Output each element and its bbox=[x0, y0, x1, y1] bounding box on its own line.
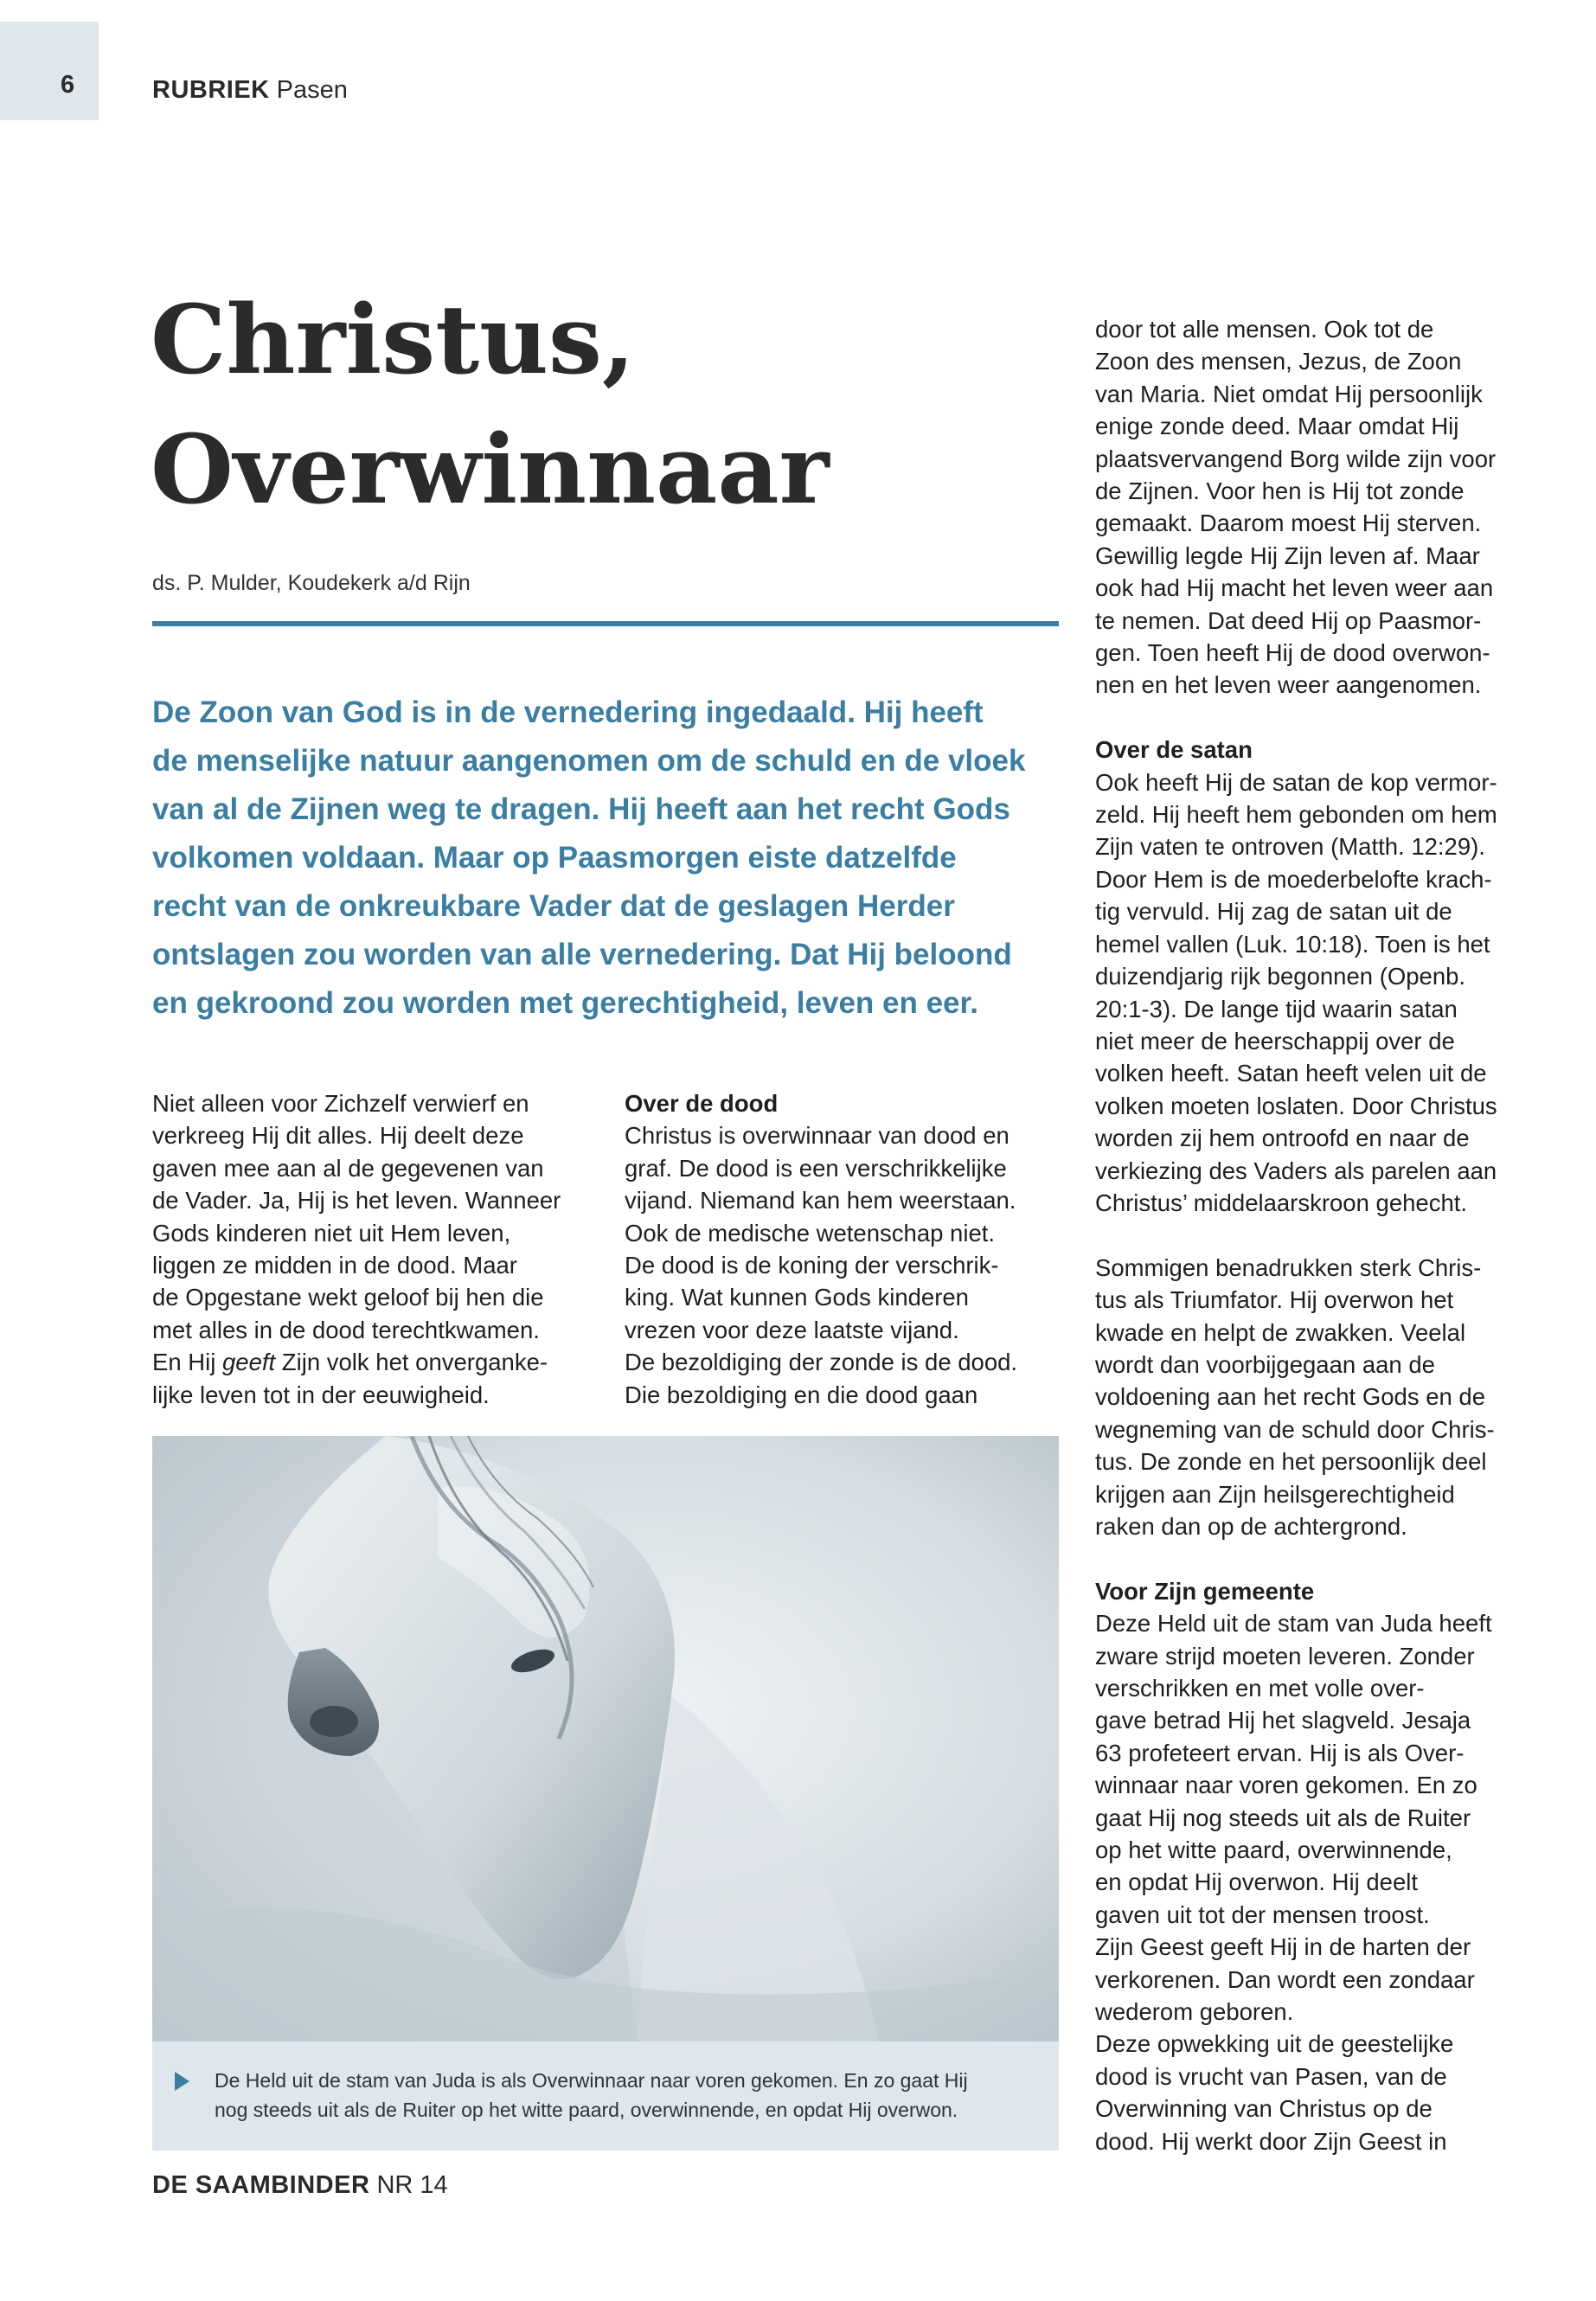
body-line: van Maria. Niet omdat Hij persoonlijk bbox=[1095, 380, 1483, 407]
issue-number: NR 14 bbox=[376, 2171, 448, 2199]
body-line: tig vervuld. Hij zag de satan uit de bbox=[1095, 898, 1452, 926]
body-line: op het witte paard, overwinnende, bbox=[1095, 1836, 1452, 1864]
body-line: dood. Hij werkt door Zijn Geest in bbox=[1095, 2127, 1447, 2155]
body-line: 20:1-3). De lange tijd waarin satan bbox=[1095, 995, 1458, 1022]
paragraph-gap bbox=[1095, 702, 1545, 734]
body-line: krijgen aan Zijn heilsgerechtigheid bbox=[1095, 1480, 1455, 1508]
body-line: ook had Hij macht het leven weer aan bbox=[1095, 574, 1494, 602]
body-line: gaat Hij nog steeds uit als de Ruiter bbox=[1095, 1804, 1471, 1831]
intro-line: van al de Zijnen weg te dragen. Hij heeft aan het recht Gods bbox=[152, 792, 1010, 826]
body-line: vrezen voor deze laatste vijand. bbox=[625, 1316, 959, 1343]
title-line: Christus, bbox=[151, 284, 636, 395]
magazine-name: DE SAAMBINDER bbox=[152, 2171, 370, 2199]
body-line-with-italic bbox=[152, 1346, 585, 1378]
body-line: dood is vrucht van Pasen, van de bbox=[1095, 2062, 1447, 2090]
body-line: liggen ze midden in de dood. Maar bbox=[152, 1252, 517, 1279]
caption-arrow-icon bbox=[175, 2072, 189, 2091]
body-line: 63 profeteert ervan. Hij is als Over- bbox=[1095, 1739, 1465, 1766]
title-divider bbox=[152, 621, 1059, 626]
text-run: En Hij bbox=[152, 1349, 222, 1376]
body-line: Sommigen benadrukken sterk Chris- bbox=[1095, 1253, 1482, 1281]
intro-line: recht van de onkreukbare Vader dat de geslagen Herder bbox=[152, 889, 955, 923]
body-line: De dood is de koning der verschrik- bbox=[625, 1252, 999, 1279]
figure-caption bbox=[152, 2041, 1059, 2150]
body-line: king. Wat kunnen Gods kinderen bbox=[625, 1284, 969, 1311]
text-run: Zijn volk het onverganke- bbox=[275, 1349, 548, 1376]
body-line: verkiezing des Vaders als parelen aan bbox=[1095, 1157, 1497, 1184]
body-line: gaven uit tot der mensen troost. bbox=[1095, 1900, 1430, 1928]
body-line: plaatsvervangend Borg wilde zijn voor bbox=[1095, 445, 1497, 472]
body-line: Overwinning van Christus op de bbox=[1095, 2095, 1433, 2123]
body-line: nen en het leven weer aangenomen. bbox=[1095, 671, 1482, 699]
rubric-header bbox=[152, 76, 348, 105]
body-line: tus. De zonde en het persoonlijk deel bbox=[1095, 1448, 1487, 1476]
white-horse-photo bbox=[152, 1436, 1059, 2041]
body-line: graf. De dood is een verschrikkelijke bbox=[625, 1154, 1007, 1182]
body-line: wegneming van de schuld door Chris- bbox=[1095, 1415, 1495, 1443]
intro-line: en gekroond zou worden met gerechtigheid, leven en eer. bbox=[152, 986, 978, 1020]
body-line: gemaakt. Daarom moest Hij sterven. bbox=[1095, 510, 1482, 537]
body-line: vijand. Niemand kan hem weerstaan. bbox=[625, 1187, 1016, 1215]
body-line: enige zonde deed. Maar omdat Hij bbox=[1095, 413, 1459, 440]
body-line: Niet alleen voor Zichzelf verwierf en bbox=[152, 1090, 529, 1117]
italic-word: geeft bbox=[222, 1349, 276, 1376]
section-heading-satan: Over de satan bbox=[1095, 736, 1253, 764]
footer bbox=[152, 2171, 448, 2200]
body-line: Christus’ middelaarskroon gehecht. bbox=[1095, 1189, 1468, 1216]
body-line: de Vader. Ja, Hij is het leven. Wanneer bbox=[152, 1187, 561, 1215]
body-line: verkorenen. Dan wordt een zondaar bbox=[1095, 1965, 1475, 1993]
paragraph-gap bbox=[1095, 1542, 1545, 1574]
body-line: verkreeg Hij dit alles. Hij deelt deze bbox=[152, 1122, 524, 1150]
caption-text bbox=[215, 2066, 968, 2125]
body-line: zware strijd moeten leveren. Zonder bbox=[1095, 1642, 1475, 1670]
caption-line: nog steeds uit als de Ruiter op het witte paard, overwinnende, en opdat Hij overwon. bbox=[215, 2099, 958, 2121]
body-line: duizendjarig rijk begonnen (Openb. bbox=[1095, 963, 1466, 990]
body-line: Ook de medische wetenschap niet. bbox=[625, 1219, 996, 1247]
title-line: Overwinnaar bbox=[151, 413, 830, 525]
body-line: Ook heeft Hij de satan de kop vermor- bbox=[1095, 768, 1497, 796]
body-line: verschrikken en met volle over- bbox=[1095, 1675, 1425, 1702]
intro-line: volkomen voldaan. Maar op Paasmorgen eiste datzelfde bbox=[152, 841, 957, 875]
body-line: gave betrad Hij het slagveld. Jesaja bbox=[1095, 1707, 1471, 1734]
body-line: Gewillig legde Hij Zijn leven af. Maar bbox=[1095, 542, 1480, 569]
paragraph-gap bbox=[1095, 1219, 1545, 1251]
page-tab bbox=[0, 22, 99, 120]
body-line: Christus is overwinnaar van dood en bbox=[625, 1122, 1010, 1150]
body-line: gaven mee aan al de gegevenen van bbox=[152, 1154, 544, 1182]
body-line: zeld. Hij heeft hem gebonden om hem bbox=[1095, 801, 1497, 829]
section-heading-gemeente: Voor Zijn gemeente bbox=[1095, 1577, 1315, 1605]
rubric-topic: Pasen bbox=[276, 76, 348, 104]
byline: ds. P. Mulder, Koudekerk a/d Rijn bbox=[152, 571, 471, 595]
rubric-label: RUBRIEK bbox=[152, 76, 270, 104]
body-line: niet meer de heerschappij over de bbox=[1095, 1027, 1455, 1054]
intro-line: De Zoon van God is in de vernedering ingedaald. Hij heeft bbox=[152, 695, 984, 729]
body-line: Zoon des mensen, Jezus, de Zoon bbox=[1095, 348, 1462, 375]
body-line: hemel vallen (Luk. 10:18). Toen is het bbox=[1095, 930, 1490, 958]
body-line: Die bezoldiging en die dood gaan bbox=[625, 1381, 978, 1408]
body-column-1 bbox=[152, 1087, 585, 1411]
body-line: en opdat Hij overwon. Hij deelt bbox=[1095, 1868, 1418, 1896]
body-line: door tot alle mensen. Ook tot de bbox=[1095, 316, 1434, 343]
body-line: de Zijnen. Voor hen is Hij tot zonde bbox=[1095, 478, 1465, 505]
caption-line: De Held uit de stam van Juda is als Overwinnaar naar voren gekomen. En zo gaat Hij bbox=[215, 2069, 968, 2092]
body-line: Gods kinderen niet uit Hem leven, bbox=[152, 1219, 511, 1247]
body-line: Zijn vaten te ontroven (Matth. 12:29). bbox=[1095, 833, 1485, 861]
body-line: met alles in de dood terechtkwamen. bbox=[152, 1316, 540, 1343]
intro-paragraph bbox=[152, 689, 1069, 1028]
body-line: Deze Held uit de stam van Juda heeft bbox=[1095, 1610, 1492, 1638]
section-heading-dood: Over de dood bbox=[625, 1090, 779, 1117]
intro-line: ontslagen zou worden van alle vernedering. Dat Hij beloond bbox=[152, 938, 1012, 971]
body-line: Zijn Geest geeft Hij in de harten der bbox=[1095, 1933, 1471, 1961]
body-line: raken dan op de achtergrond. bbox=[1095, 1513, 1407, 1540]
body-line: wordt dan voorbijgegaan aan de bbox=[1095, 1350, 1435, 1378]
body-line: Door Hem is de moederbelofte krach- bbox=[1095, 865, 1492, 893]
body-line: volken moeten loslaten. Door Christus bbox=[1095, 1092, 1497, 1119]
body-line: volken heeft. Satan heeft velen uit de bbox=[1095, 1060, 1487, 1087]
body-column-3 bbox=[1095, 313, 1545, 2157]
body-line: Deze opwekking uit de geestelijke bbox=[1095, 2030, 1454, 2058]
intro-line: de menselijke natuur aangenomen om de schuld en de vloek bbox=[152, 744, 1026, 778]
body-line: winnaar naar voren gekomen. En zo bbox=[1095, 1772, 1477, 1799]
body-line: lijke leven tot in der eeuwigheid. bbox=[152, 1381, 490, 1408]
body-line: kwade en helpt de zwakken. Veelal bbox=[1095, 1318, 1466, 1346]
body-line: gen. Toen heeft Hij de dood overwon- bbox=[1095, 639, 1490, 667]
body-line: wederom geboren. bbox=[1095, 1998, 1294, 2026]
body-line: De bezoldiging der zonde is de dood. bbox=[625, 1349, 1018, 1376]
body-line: voldoening aan het recht Gods en de bbox=[1095, 1383, 1486, 1411]
body-line: te nemen. Dat deed Hij op Paasmor- bbox=[1095, 606, 1482, 634]
body-line: de Opgestane wekt geloof bij hen die bbox=[152, 1284, 544, 1311]
body-line: worden zij hem ontroofd en naar de bbox=[1095, 1125, 1470, 1152]
body-column-2 bbox=[625, 1087, 1066, 1411]
article-title bbox=[151, 275, 1067, 535]
body-line: tus als Triumfator. Hij overwon het bbox=[1095, 1286, 1454, 1314]
